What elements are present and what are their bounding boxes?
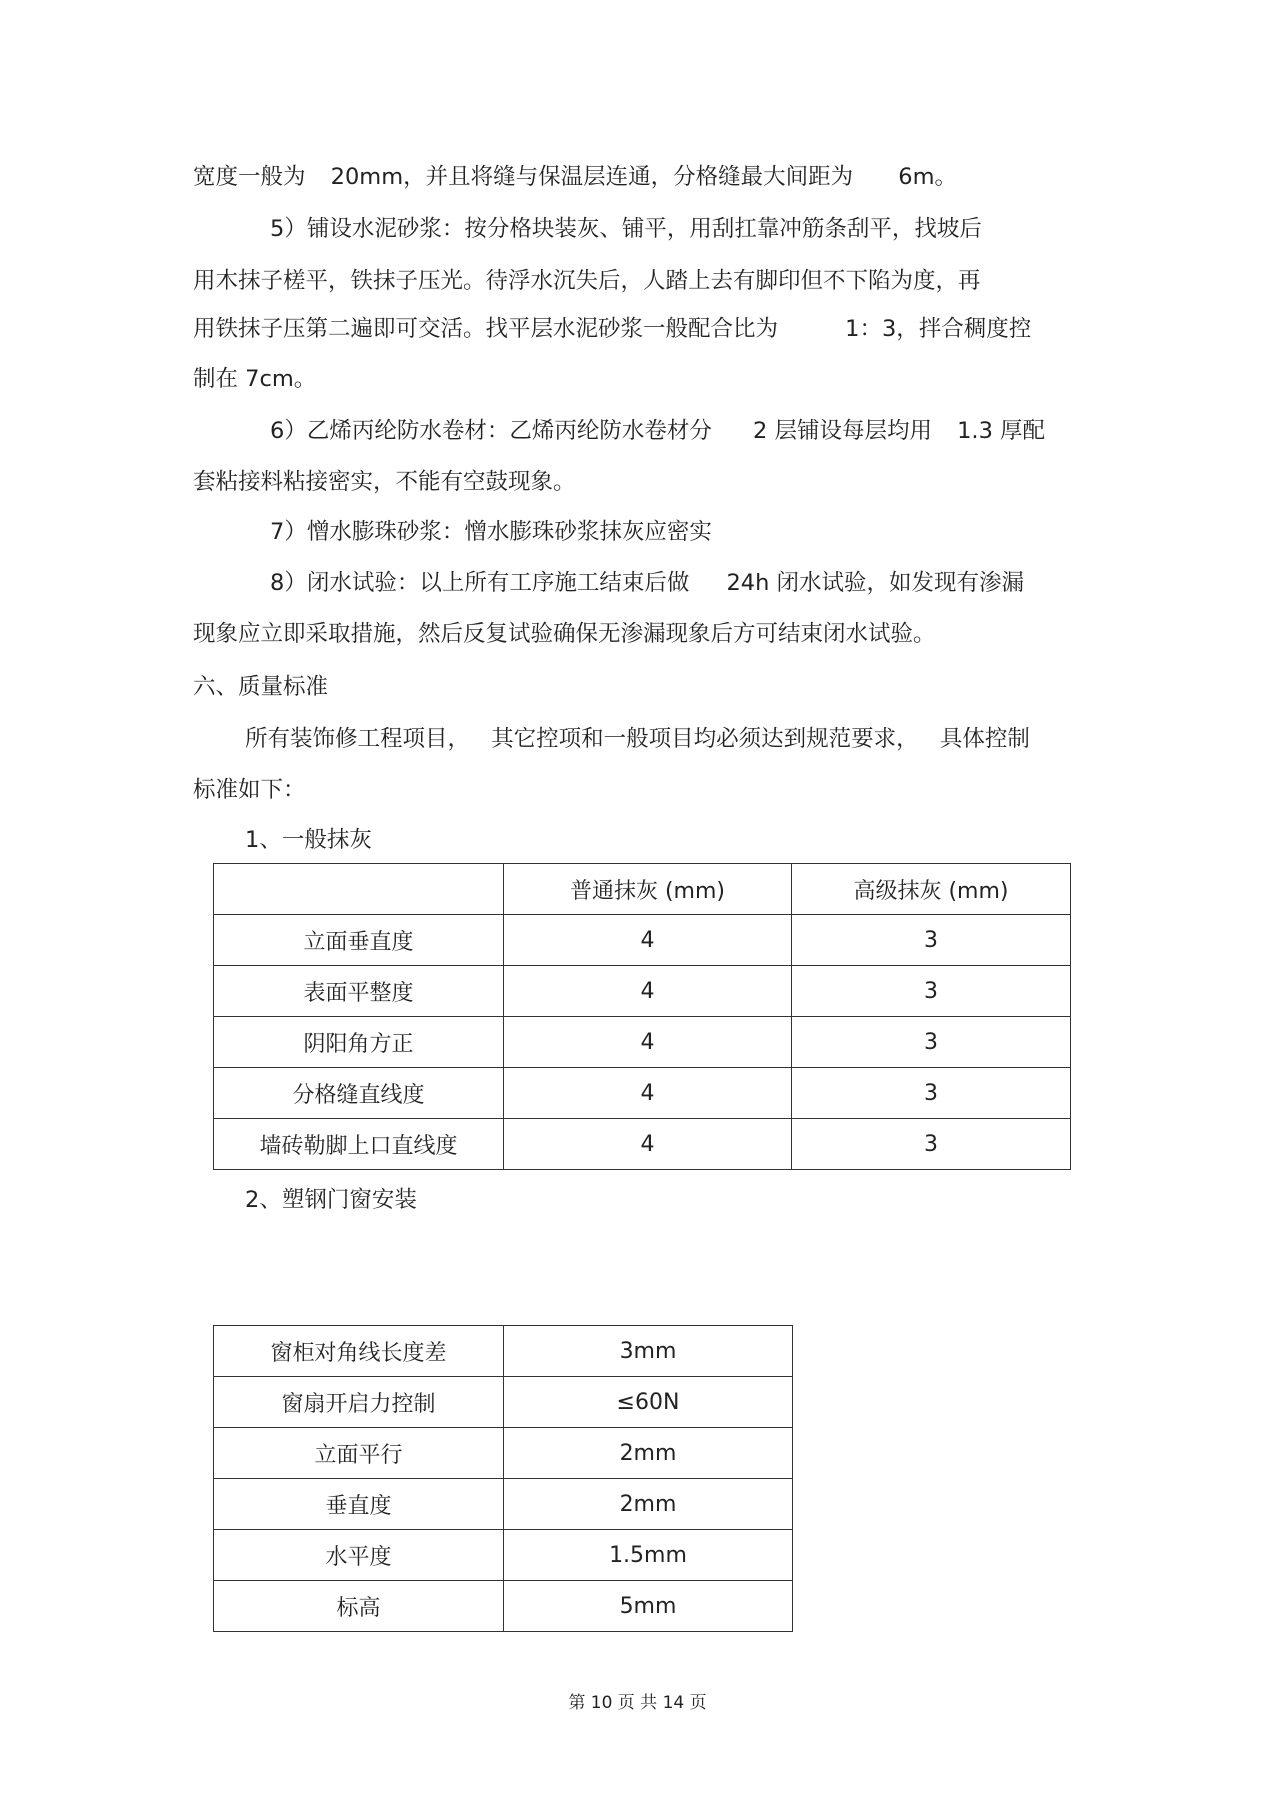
subsection-heading: 2、塑钢门窗安装 — [245, 1187, 417, 1213]
table-row — [214, 1377, 793, 1428]
subsection-heading: 1、一般抹灰 — [245, 827, 372, 853]
table-header-row — [214, 864, 1071, 915]
table-row — [214, 1530, 793, 1581]
table-cell: 4 — [504, 1017, 792, 1068]
table-cell: 墙砖勒脚上口直线度 — [214, 1119, 504, 1170]
table-cell: 窗扇开启力控制 — [214, 1377, 504, 1428]
table-cell: 立面平行 — [214, 1428, 504, 1479]
table-row — [214, 1068, 1071, 1119]
table-row — [214, 1581, 793, 1632]
table-cell: 表面平整度 — [214, 966, 504, 1017]
text-fragment: 24h 闭水试验，如发现有渗漏 — [726, 570, 1025, 596]
text-fragment: 具体控制 — [939, 726, 1030, 752]
table-cell: 2mm — [504, 1428, 793, 1479]
table-cell: 5mm — [504, 1581, 793, 1632]
table-header-cell: 高级抹灰 (mm) — [792, 864, 1071, 915]
section-heading: 六、质量标准 — [193, 674, 329, 700]
table-row — [214, 915, 1071, 966]
paragraph-line: 套粘接料粘接密实，不能有空鼓现象。 — [193, 469, 576, 495]
plastering-tolerance-table — [213, 863, 1071, 1170]
paragraph-line: 用木抹子槎平，铁抹子压光。待浮水沉失后，人踏上去有脚印但不下陷为度，再 — [193, 268, 981, 294]
table-cell: 4 — [504, 966, 792, 1017]
text-fragment: 所有装饰修工程项目， — [245, 726, 471, 752]
table-cell: 1.5mm — [504, 1530, 793, 1581]
table-cell: 3 — [792, 915, 1071, 966]
text-fragment: 1.3 厚配 — [957, 418, 1046, 444]
table-row — [214, 1326, 793, 1377]
table-cell: 分格缝直线度 — [214, 1068, 504, 1119]
paragraph-line — [245, 724, 1030, 754]
table-cell: 3 — [792, 1119, 1071, 1170]
text-fragment: 2 层铺设每层均用 — [752, 418, 932, 444]
table-cell: 窗柜对角线长度差 — [214, 1326, 504, 1377]
table-row — [214, 1017, 1071, 1068]
paragraph-line: 现象应立即采取措施，然后反复试验确保无渗漏现象后方可结束闭水试验。 — [193, 621, 936, 647]
table-cell: 标高 — [214, 1581, 504, 1632]
table-cell: 3mm — [504, 1326, 793, 1377]
paragraph-line: 5）铺设水泥砂浆：按分格块装灰、铺平，用刮扛靠冲筋条刮平，找坡后 — [270, 216, 982, 242]
table-cell: 阴阳角方正 — [214, 1017, 504, 1068]
paragraph-line — [270, 568, 1024, 598]
text-fragment: 其它控项和一般项目均必须达到规范要求， — [491, 726, 919, 752]
paragraph-line — [193, 162, 957, 192]
table-row — [214, 1428, 793, 1479]
table-cell: 4 — [504, 1119, 792, 1170]
table-cell: 垂直度 — [214, 1479, 504, 1530]
page-footer: 第 10 页 共 14 页 — [568, 1693, 707, 1713]
window-installation-table — [213, 1325, 793, 1632]
table-cell: ≤60N — [504, 1377, 793, 1428]
table-cell: 立面垂直度 — [214, 915, 504, 966]
table-row — [214, 1119, 1071, 1170]
text-fragment: 用铁抹子压第二遍即可交活。找平层水泥砂浆一般配合比为 — [193, 316, 779, 342]
table-cell: 3 — [792, 1068, 1071, 1119]
text-fragment: 1：3，拌合稠度控 — [845, 316, 1032, 342]
table-header-cell — [214, 864, 504, 915]
table-cell: 4 — [504, 915, 792, 966]
table-cell: 3 — [792, 966, 1071, 1017]
paragraph-line: 制在 7cm。 — [193, 366, 317, 392]
text-fragment: 8）闭水试验：以上所有工序施工结束后做 — [270, 570, 690, 596]
table-header-cell: 普通抹灰 (mm) — [504, 864, 792, 915]
text-fragment: 20mm，并且将缝与保温层连通，分格缝最大间距为 — [330, 164, 854, 190]
paragraph-line: 7）憎水膨珠砂浆：憎水膨珠砂浆抹灰应密实 — [270, 519, 712, 545]
table-cell: 4 — [504, 1068, 792, 1119]
table-row — [214, 966, 1071, 1017]
text-fragment: 宽度一般为 — [193, 164, 306, 190]
table-cell: 3 — [792, 1017, 1071, 1068]
table-row — [214, 1479, 793, 1530]
paragraph-line — [193, 314, 1031, 344]
paragraph-line: 标准如下： — [193, 777, 306, 803]
text-fragment: 6m。 — [898, 164, 958, 190]
table-cell: 2mm — [504, 1479, 793, 1530]
text-fragment: 6）乙烯丙纶防水卷材：乙烯丙纶防水卷材分 — [270, 418, 712, 444]
paragraph-line — [270, 416, 1045, 446]
table-cell: 水平度 — [214, 1530, 504, 1581]
